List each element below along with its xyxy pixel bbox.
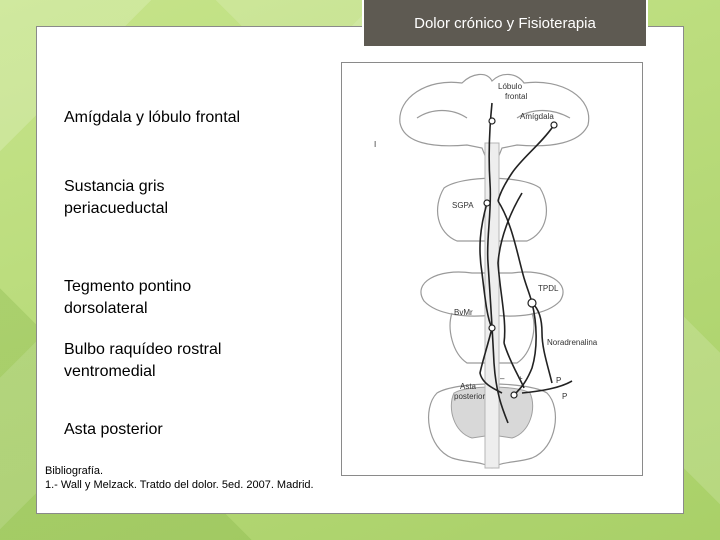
dorsal-horn-node bbox=[511, 392, 517, 398]
label-line: dorsolateral bbox=[64, 300, 148, 317]
amigdala-node bbox=[551, 122, 557, 128]
fig-label-sgpa: SGPA bbox=[452, 201, 474, 210]
fig-label-bvmr: BvMr bbox=[454, 308, 473, 317]
fig-label-plus: + bbox=[518, 374, 523, 383]
sgpa-node bbox=[484, 200, 490, 206]
label-asta-posterior bbox=[64, 419, 163, 441]
fig-label-p1: P bbox=[556, 376, 562, 385]
pain-pathway-figure bbox=[341, 62, 643, 476]
pain-pathway-diagram bbox=[342, 63, 644, 477]
bibliography-entry: 1.- Wall y Melzack. Tratdo del dolor. 5ed. 2007. Madrid. bbox=[45, 479, 314, 491]
label-line: Amígdala y lóbulo frontal bbox=[64, 109, 241, 126]
lobulo-node bbox=[489, 118, 495, 124]
central-column bbox=[485, 143, 499, 468]
fig-label-posterior: posterior bbox=[454, 392, 486, 401]
label-amigdala-lobulo-frontal bbox=[64, 107, 240, 129]
label-line: ventromedial bbox=[64, 363, 156, 380]
bvmr-node bbox=[489, 325, 495, 331]
label-line: Tegmento pontino bbox=[64, 278, 192, 295]
slide-title-text: Dolor crónico y Fisioterapia bbox=[414, 14, 596, 32]
label-line: periacueductal bbox=[64, 200, 169, 217]
label-line: Asta posterior bbox=[64, 421, 163, 438]
fig-label-lobulo: Lóbulo bbox=[498, 82, 523, 91]
label-tegmento-pontino bbox=[64, 276, 191, 320]
label-line: Bulbo raquídeo rostral bbox=[64, 341, 222, 358]
label-line: Sustancia gris bbox=[64, 178, 165, 195]
fig-label-amigdala: Amígdala bbox=[520, 112, 554, 121]
bibliography bbox=[45, 464, 314, 492]
label-sustancia-gris bbox=[64, 176, 168, 220]
fig-label-minus: – bbox=[500, 374, 505, 383]
fig-label-tpdl: TPDL bbox=[538, 284, 559, 293]
fig-label-p2: P bbox=[562, 392, 568, 401]
slide-title bbox=[362, 0, 648, 48]
tpdl-node bbox=[528, 299, 536, 307]
fig-label-asta: Asta bbox=[460, 382, 477, 391]
fig-label-i: I bbox=[374, 140, 377, 149]
bibliography-heading: Bibliografía. bbox=[45, 465, 104, 477]
label-bulbo-raquideo bbox=[64, 339, 221, 383]
fig-label-noradrenalina: Noradrenalina bbox=[547, 338, 598, 347]
fig-label-frontal: frontal bbox=[505, 92, 528, 101]
